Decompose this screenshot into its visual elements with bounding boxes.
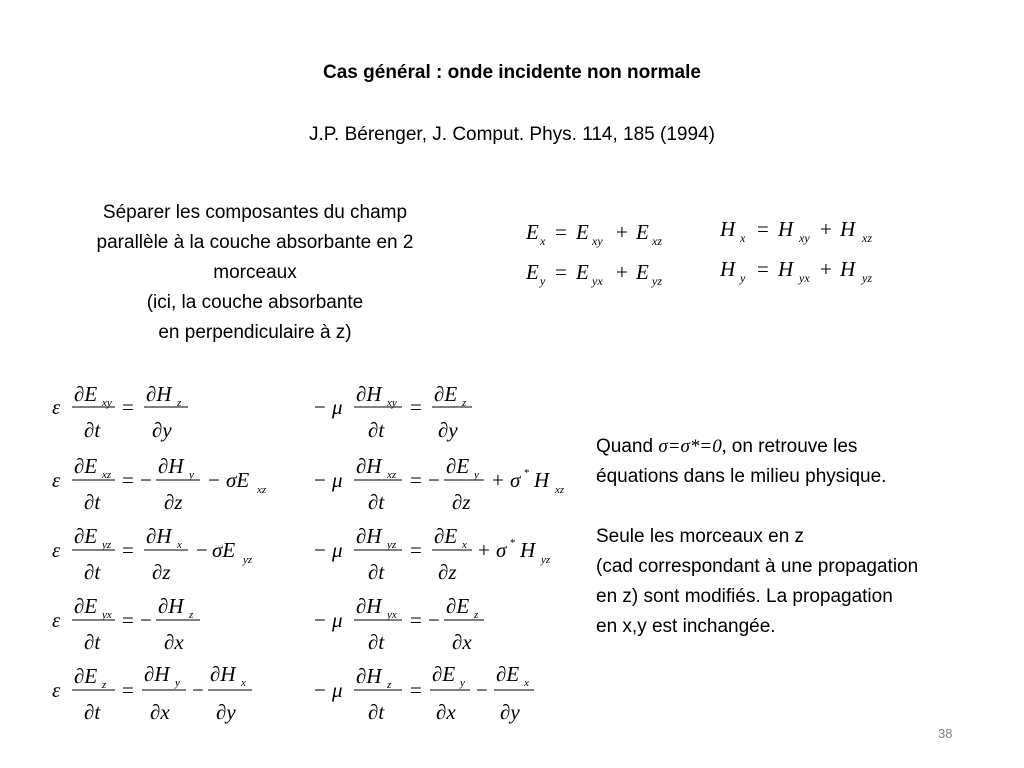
svg-text:xy: xy bbox=[799, 231, 810, 245]
svg-text:yz: yz bbox=[243, 554, 253, 566]
svg-text:*: * bbox=[524, 467, 530, 479]
svg-text:+: + bbox=[820, 257, 832, 281]
svg-text:z: z bbox=[189, 609, 194, 621]
svg-text:μ: μ bbox=[332, 538, 343, 562]
svg-text:∂t: ∂t bbox=[84, 630, 101, 654]
svg-text:y: y bbox=[175, 677, 180, 689]
svg-text:z: z bbox=[177, 397, 182, 409]
svg-text:xz: xz bbox=[652, 234, 662, 248]
svg-text:H: H bbox=[720, 217, 736, 241]
svg-text:xz: xz bbox=[555, 484, 565, 496]
svg-text:yx: yx bbox=[799, 271, 810, 285]
svg-text:∂E: ∂E bbox=[74, 664, 98, 688]
svg-text:xz: xz bbox=[257, 484, 267, 496]
svg-text:yz: yz bbox=[387, 539, 397, 551]
epsilon-equations bbox=[50, 375, 290, 735]
svg-text:*: * bbox=[510, 537, 516, 549]
svg-text:∂H: ∂H bbox=[356, 454, 382, 478]
svg-text:z: z bbox=[387, 679, 392, 691]
svg-text:+: + bbox=[616, 220, 628, 244]
svg-text:xy: xy bbox=[592, 234, 603, 248]
svg-text:∂z: ∂z bbox=[438, 560, 457, 584]
svg-text:xy: xy bbox=[387, 397, 397, 409]
svg-text:=: = bbox=[410, 608, 422, 632]
svg-text:−: − bbox=[428, 468, 440, 492]
svg-text:−: − bbox=[140, 468, 152, 492]
svg-text:∂H: ∂H bbox=[356, 594, 382, 618]
svg-text:xy: xy bbox=[102, 397, 112, 409]
svg-text:−: − bbox=[428, 608, 440, 632]
svg-text:y: y bbox=[740, 271, 746, 285]
svg-text:ε: ε bbox=[52, 608, 61, 632]
note-spacer bbox=[596, 492, 918, 522]
svg-text:E: E bbox=[636, 220, 649, 244]
svg-text:yx: yx bbox=[387, 609, 397, 621]
svg-text:∂y: ∂y bbox=[438, 418, 458, 442]
svg-text:−: − bbox=[476, 678, 488, 702]
svg-text:∂x: ∂x bbox=[150, 700, 170, 724]
svg-text:xz: xz bbox=[387, 469, 397, 481]
slide-title: Cas général : onde incidente non normale bbox=[323, 62, 701, 83]
svg-text:=: = bbox=[410, 538, 422, 562]
reference-citation: J.P. Bérenger, J. Comput. Phys. 114, 185 (1994) bbox=[309, 124, 715, 145]
svg-text:∂E: ∂E bbox=[434, 382, 458, 406]
svg-text:E: E bbox=[526, 220, 539, 244]
intro-line: en perpendiculaire à z) bbox=[158, 322, 352, 343]
svg-text:∂z: ∂z bbox=[164, 490, 183, 514]
svg-text:E: E bbox=[576, 260, 589, 284]
svg-text:x: x bbox=[177, 539, 182, 551]
svg-text:∂H: ∂H bbox=[158, 454, 184, 478]
svg-text:x: x bbox=[540, 234, 546, 248]
svg-text:yz: yz bbox=[541, 554, 551, 566]
svg-text:H: H bbox=[840, 257, 856, 281]
svg-text:∂z: ∂z bbox=[152, 560, 171, 584]
svg-text:+: + bbox=[478, 538, 490, 562]
svg-text:−: − bbox=[314, 538, 326, 562]
page-number: 38 bbox=[938, 726, 953, 741]
svg-text:H: H bbox=[778, 257, 794, 281]
svg-text:∂t: ∂t bbox=[368, 700, 385, 724]
note-line: en z) sont modifiés. La propagation bbox=[596, 586, 893, 607]
svg-text:∂t: ∂t bbox=[84, 560, 101, 584]
intro-line: parallèle à la couche absorbante en 2 bbox=[96, 232, 414, 253]
svg-text:∂H: ∂H bbox=[356, 664, 382, 688]
svg-text:∂E: ∂E bbox=[496, 662, 520, 686]
svg-text:=: = bbox=[122, 608, 134, 632]
split-field-equations bbox=[520, 214, 900, 304]
svg-text:=: = bbox=[555, 220, 567, 244]
svg-text:∂H: ∂H bbox=[144, 662, 170, 686]
svg-text:=: = bbox=[122, 395, 134, 419]
svg-text:+: + bbox=[820, 217, 832, 241]
svg-text:yz: yz bbox=[652, 274, 662, 288]
svg-text:+: + bbox=[492, 468, 504, 492]
svg-text:y: y bbox=[540, 274, 546, 288]
svg-text:=: = bbox=[122, 678, 134, 702]
svg-text:yx: yx bbox=[102, 609, 112, 621]
svg-text:z: z bbox=[102, 679, 107, 691]
svg-text:∂H: ∂H bbox=[158, 594, 184, 618]
svg-text:H: H bbox=[778, 217, 794, 241]
svg-text:∂E: ∂E bbox=[446, 454, 470, 478]
note-line: en x,y est inchangée. bbox=[596, 616, 776, 637]
mu-equations bbox=[312, 375, 582, 735]
svg-text:−: − bbox=[314, 608, 326, 632]
svg-text:−: − bbox=[192, 678, 204, 702]
svg-text:xz: xz bbox=[102, 469, 112, 481]
svg-text:−: − bbox=[140, 608, 152, 632]
intro-line: (ici, la couche absorbante bbox=[146, 292, 364, 313]
svg-text:E: E bbox=[526, 260, 539, 284]
svg-text:∂y: ∂y bbox=[152, 418, 172, 442]
svg-text:∂x: ∂x bbox=[436, 700, 456, 724]
svg-text:∂H: ∂H bbox=[356, 382, 382, 406]
svg-text:∂E: ∂E bbox=[432, 662, 456, 686]
svg-text:H: H bbox=[720, 257, 736, 281]
svg-text:ε: ε bbox=[52, 395, 61, 419]
svg-text:=: = bbox=[757, 217, 769, 241]
svg-text:∂E: ∂E bbox=[446, 594, 470, 618]
svg-text:ε: ε bbox=[52, 678, 61, 702]
svg-text:∂H: ∂H bbox=[146, 382, 172, 406]
svg-text:ε: ε bbox=[52, 538, 61, 562]
svg-text:=: = bbox=[410, 468, 422, 492]
intro-text bbox=[40, 198, 470, 348]
svg-text:yz: yz bbox=[102, 539, 112, 551]
svg-text:y: y bbox=[189, 469, 194, 481]
conclusion-text bbox=[596, 432, 918, 642]
svg-text:xz: xz bbox=[862, 231, 872, 245]
svg-text:z: z bbox=[474, 609, 479, 621]
svg-text:−: − bbox=[196, 538, 208, 562]
svg-text:∂E: ∂E bbox=[434, 524, 458, 548]
svg-text:μ: μ bbox=[332, 468, 343, 492]
svg-text:ε: ε bbox=[52, 468, 61, 492]
svg-text:∂E: ∂E bbox=[74, 594, 98, 618]
svg-text:∂E: ∂E bbox=[74, 524, 98, 548]
svg-text:∂t: ∂t bbox=[368, 630, 385, 654]
svg-text:y: y bbox=[460, 677, 465, 689]
svg-text:H: H bbox=[534, 468, 550, 492]
svg-text:μ: μ bbox=[332, 678, 343, 702]
svg-text:=: = bbox=[122, 468, 134, 492]
svg-text:−: − bbox=[314, 468, 326, 492]
note-line: Seule les morceaux en z bbox=[596, 526, 805, 547]
svg-text:z: z bbox=[462, 397, 467, 409]
svg-text:∂x: ∂x bbox=[164, 630, 184, 654]
svg-text:x: x bbox=[524, 677, 529, 689]
svg-text:∂t: ∂t bbox=[84, 418, 101, 442]
svg-text:∂z: ∂z bbox=[452, 490, 471, 514]
svg-text:∂H: ∂H bbox=[146, 524, 172, 548]
svg-text:∂E: ∂E bbox=[74, 382, 98, 406]
note-line: équations dans le milieu physique. bbox=[596, 466, 887, 487]
svg-text:x: x bbox=[241, 677, 246, 689]
svg-text:H: H bbox=[840, 217, 856, 241]
svg-text:−: − bbox=[314, 395, 326, 419]
svg-text:∂t: ∂t bbox=[84, 700, 101, 724]
svg-text:yx: yx bbox=[592, 274, 603, 288]
svg-text:y: y bbox=[474, 469, 479, 481]
svg-text:∂y: ∂y bbox=[216, 700, 236, 724]
svg-text:∂E: ∂E bbox=[74, 454, 98, 478]
svg-text:∂t: ∂t bbox=[368, 490, 385, 514]
svg-text:∂t: ∂t bbox=[84, 490, 101, 514]
sigma-condition: σ=σ*=0, bbox=[658, 436, 727, 457]
svg-text:=: = bbox=[410, 678, 422, 702]
svg-text:∂t: ∂t bbox=[368, 560, 385, 584]
svg-text:x: x bbox=[740, 231, 746, 245]
svg-text:−: − bbox=[314, 678, 326, 702]
svg-text:E: E bbox=[636, 260, 649, 284]
intro-line: Séparer les composantes du champ bbox=[102, 202, 408, 223]
svg-text:σ: σ bbox=[496, 538, 507, 562]
svg-text:E: E bbox=[576, 220, 589, 244]
svg-text:∂H: ∂H bbox=[356, 524, 382, 548]
svg-text:∂x: ∂x bbox=[452, 630, 472, 654]
svg-text:=: = bbox=[122, 538, 134, 562]
svg-text:=: = bbox=[757, 257, 769, 281]
svg-text:−: − bbox=[208, 468, 220, 492]
svg-text:x: x bbox=[462, 539, 467, 551]
svg-text:μ: μ bbox=[332, 395, 343, 419]
intro-line: morceaux bbox=[213, 262, 297, 283]
svg-text:σE: σE bbox=[212, 538, 236, 562]
svg-text:σE: σE bbox=[226, 468, 250, 492]
svg-text:∂y: ∂y bbox=[500, 700, 520, 724]
svg-text:σ: σ bbox=[510, 468, 521, 492]
svg-text:=: = bbox=[410, 395, 422, 419]
svg-text:∂t: ∂t bbox=[368, 418, 385, 442]
svg-text:+: + bbox=[616, 260, 628, 284]
note-line: Quand σ=σ*=0, on retrouve les bbox=[596, 436, 858, 457]
svg-text:H: H bbox=[520, 538, 536, 562]
note-line: (cad correspondant à une propagation bbox=[596, 556, 919, 577]
svg-text:=: = bbox=[555, 260, 567, 284]
svg-text:μ: μ bbox=[332, 608, 343, 632]
svg-text:yz: yz bbox=[862, 271, 872, 285]
svg-text:∂H: ∂H bbox=[210, 662, 236, 686]
